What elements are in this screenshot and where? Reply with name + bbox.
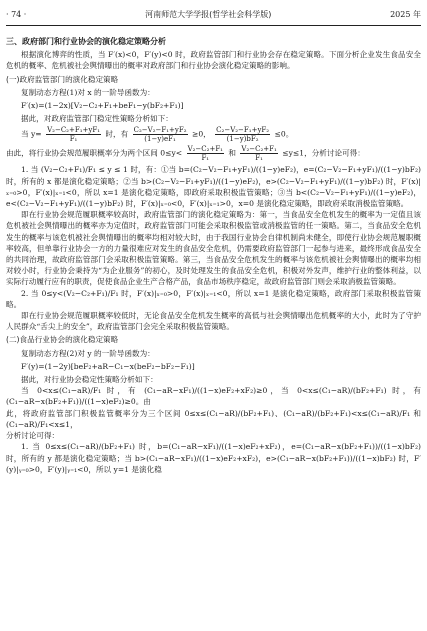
fraction: $\frac{\text{V₂−C₂+F₁}}{\text{F₁}}$	[187, 145, 223, 163]
sub1-case-1: 1. 当 (V₂−C₂+F₁)/F₁ ≤ y ≤ 1 时，有：①当 b=(C₂−V₂−F₁+yF₁)/((1−y)eF₂)，e=(C₂−V₂−F₁+yF₁)/((1−y)bF₂) 时，所有的 x 都是演化稳定策略；②当 b>(C₂−V₂−F₁+yF₁)/((1−y)eF₂)，e>(C₂−V₂−F₁+yF₁)/((1−y)bF₂) 时，F′(x)|ₓ₌₀>0，F′(x)|ₓ₌₁<0，所以 x=1 是演化稳定策略，即政府采取积极监管策略；③当 b<(C₂−V₂−F₁+yF₁)/((1−y)eF₂)，e<(C₂−V₂−F₁+yF₁)/((1−y)bF₂) 时，F′(x)|ₓ₌₀<0，F′(x)|ₓ₌₁>0，x=0 是演化稳定策略，即政府采取消极监管策略。	[6, 165, 421, 209]
sub2-analysis: 分析讨论可得：	[6, 431, 60, 441]
fraction: $\frac{\text{V₂−C₂+F₁}}{\text{F₁}}$	[241, 145, 277, 163]
sub2-label: 复制动态方程(2)对 y 的一阶导函数为：	[21, 348, 155, 358]
sub1-case-2: 2. 当 0≤y<(V₂−C₂+F₁)/F₁ 时，F′(x)|ₓ₌₀>0，F′(x)|ₓ₌₁<0，所以 x=1 是演化稳定策略，政府部门采取积极监管策略。	[6, 288, 421, 309]
sub1-label: 复制动态方程(1)对 x 的一阶导函数为：	[21, 87, 155, 97]
sub2-cond-text: 据此，对行业协会稳定性策略分析如下：	[21, 375, 158, 385]
body-text	[6, 36, 421, 625]
sub2-condition: 当 0<x≤(C₁−aR)/F₁ 时，有 (C₁−aR−xF₁)/((1−x)eF₂+xF₂)≥0，当 0<x≤(C₁−aR)/(bF₂+F₁) 时，有 (C₁−aR−x(bF₂+F₁))/((1−x)eF₂)≥0。由	[6, 386, 421, 407]
sub1-condition-equation: 当 y= $\frac{\text{V₂−C₂+F₁+yF₁}}{\text{F₁}}$ 时，有 $\frac{\text{C₂−V₂−F₁+yF₂}}{\text{(1−y)eF₁}}$ ≥0， $\frac{\text{C₂−V₂−F₁+yF₂}}{\text{(1−y)bF₂}}$ ≤0。	[21, 126, 294, 144]
sub2-range: 此，将政府监管部门积极监管概率分为三个区间 0≤x≤(C₁−aR)/(bF₂+F₁)、(C₁−aR)/(bF₂+F₁)<x≤(C₁−aR)/F₁ 和 (C₁−aR)/F₁<x≤1，	[6, 408, 421, 429]
header-rule	[6, 25, 421, 26]
sub1-range-equation: 由此，将行业协会规范履职概率分为两个区间 0≤y< $\frac{\text{V₂−C₂+F₁}}{\text{F₁}}$ 和 $\frac{\text{V₂−C₂+F₁}}{\text{F₁}}$ ≤y≤1，分析讨论可得：	[6, 145, 365, 163]
journal-title: 河南师范大学学报(哲学社会科学版)	[145, 10, 272, 19]
fraction: $\frac{\text{V₂−C₂+F₁+yF₁}}{\text{F₁}}$	[47, 126, 100, 144]
sub1-paragraph-1: 即在行业协会规范履职概率较高时，政府监管部门的演化稳定策略为：第一，当食品安全危机发生的概率为一定值且该危机被社会舆情曝出的概率亦为定值时，政府监管部门可能会采取积极监管或消极监管的任一策略。第二，当食品安全危机发生的概率与该危机被社会舆情曝出的概率均相对较大时，由于我国行业协会自律机制尚未健全，即使行业协会规范履职概率较高，但单靠行业协会一方的力量很难应对发生的食品安全危机，仍需要政府监管部门一起参与进来，最终形成食品安全的共同治理，故政府监管部门会采取积极监管策略。第三，当食品安全危机发生的概率与该危机被社会舆情曝出的概率均相对较小时，行业协会秉持为“为企业服务”的初心，及时处理发生的食品安全危机，积极对外发声，维护行业的整体利益，以实际行动履行应有的职责，促使食品企业生产合格产品，食品市场秩序稳定，故政府监管部门则会采取消极监管策略。	[6, 210, 421, 287]
publication-year: 2025 年	[390, 10, 421, 19]
sub2-case-1: 1. 当 0≤x≤(C₁−aR)/(bF₂+F₁) 时，b=(C₁−aR−xF₁)/((1−x)eF₂+xF₂)，e=(C₁−aR−x(bF₂+F₁))/((1−x)bF₂) 时，所有的 y 都是演化稳定策略；当 b>(C₁−aR−xF₁)/((1−x)eF₂+xF₂)，e>(C₁−aR−x(bF₂+F₁))/((1−x)bF₂) 时，F′(y)|ᵧ₌₀>0，F′(y)|ᵧ₌₁<0，所以 y=1 是演化稳	[6, 442, 421, 474]
subsection-heading-1: (一)政府监管部门的演化稳定策略	[6, 74, 119, 84]
sub1-cond-text: 据此，对政府监管部门稳定性策略分析如下：	[21, 114, 173, 124]
fraction: $\frac{\text{C₂−V₂−F₁+yF₂}}{\text{(1−y)bF₂}}$	[216, 126, 270, 144]
fraction: $\frac{\text{C₂−V₂−F₁+yF₂}}{\text{(1−y)eF₁}}$	[133, 126, 187, 144]
running-header	[6, 8, 421, 22]
subsection-heading-2: (二)食品行业协会的演化稳定策略	[6, 335, 119, 345]
intro-paragraph: 根据演化博弈的性质，当 F′(x)<0，F′(y)<0 时，政府监管部门和行业协会存在稳定策略。下面分析企业发生食品安全危机的概率、危机被社会舆情曝出的概率对政府部门和行业协会演化稳定策略的影响。	[6, 50, 421, 71]
page-number: · 74 ·	[6, 10, 27, 19]
sub1-paragraph-2: 即在行业协会规范履职概率较低时，无论食品安全危机发生概率的高低与社会舆情曝出危机概率的大小，此时为了守护人民群众“舌尖上的安全”，政府监管部门会完全采取积极监管策略。	[6, 311, 421, 332]
sub2-derivative: F′(y)=(1−2y)[beF₂+aR−C₁−x(beF₂−bF₂−F₁)]	[21, 361, 195, 371]
sub1-derivative: F′(x)=(1−2x)[V₂−C₂+F₁+beF₁−y(bF₂+F₁)]	[21, 101, 184, 111]
section-heading: 三、政府部门和行业协会的演化稳定策略分析	[6, 37, 166, 46]
